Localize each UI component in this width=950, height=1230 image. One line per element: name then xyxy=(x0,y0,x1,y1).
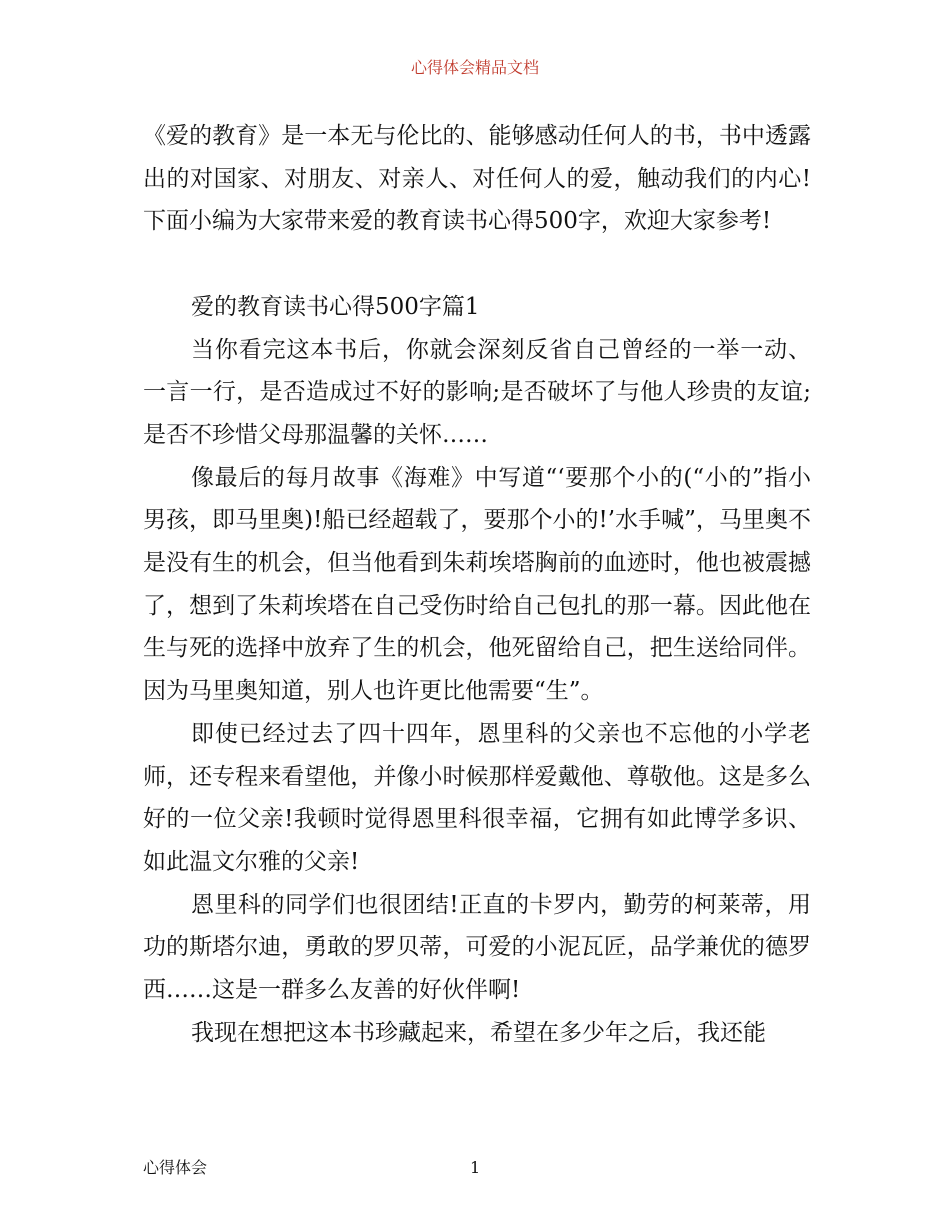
document-body xyxy=(143,115,811,1054)
body-paragraph: 恩里科的同学们也很团结!正直的卡罗内，勤劳的柯莱蒂，用功的斯塔尔迪，勇敢的罗贝蒂，可爱的小泥瓦匠，品学兼优的德罗西……这是一群多么友善的好伙伴啊! xyxy=(143,891,811,1004)
body-paragraph: 像最后的每月故事《海难》中写道“‘要那个小的(“小的”指小男孩，即马里奥)!船已经超载了，要那个小的!’水手喊”，马里奥不是没有生的机会，但当他看到朱莉埃塔胸前的血迹时，他也被震撼了，想到了朱莉埃塔在自己受伤时给自己包扎的那一幕。因此他在生与死的选择中放弃了生的机会，他死留给自己，把生送给同伴。因为马里奥知道，别人也许更比他需要“生”。 xyxy=(143,464,811,705)
body-paragraph: 即使已经过去了四十四年，恩里科的父亲也不忘他的小学老师，还专程来看望他，并像小时候那样爱戴他、尊敬他。这是多么好的一位父亲!我顿时觉得恩里科很幸福，它拥有如此博学多识、如此温文尔雅的父亲! xyxy=(143,720,811,875)
page-number: 1 xyxy=(470,1158,481,1177)
body-paragraph: 当你看完这本书后，你就会深刻反省自己曾经的一举一动、一言一行，是否造成过不好的影响;是否破坏了与他人珍贵的友谊;是否不珍惜父母那温馨的关怀…… xyxy=(143,336,811,448)
body-paragraph: 我现在想把这本书珍藏起来，希望在多少年之后，我还能 xyxy=(191,1019,766,1046)
footer-label: 心得体会 xyxy=(143,1158,208,1177)
intro-paragraph: 《爱的教育》是一本无与伦比的、能够感动任何人的书，书中透露出的对国家、对朋友、对亲人、对任何人的爱，触动我们的内心!下面小编为大家带来爱的教育读书心得500字，欢迎大家参考! xyxy=(143,123,811,235)
paragraph-gap xyxy=(143,243,811,286)
page-header: 心得体会精品文档 xyxy=(410,58,539,77)
section-title: 爱的教育读书心得500字篇1 xyxy=(191,293,480,320)
